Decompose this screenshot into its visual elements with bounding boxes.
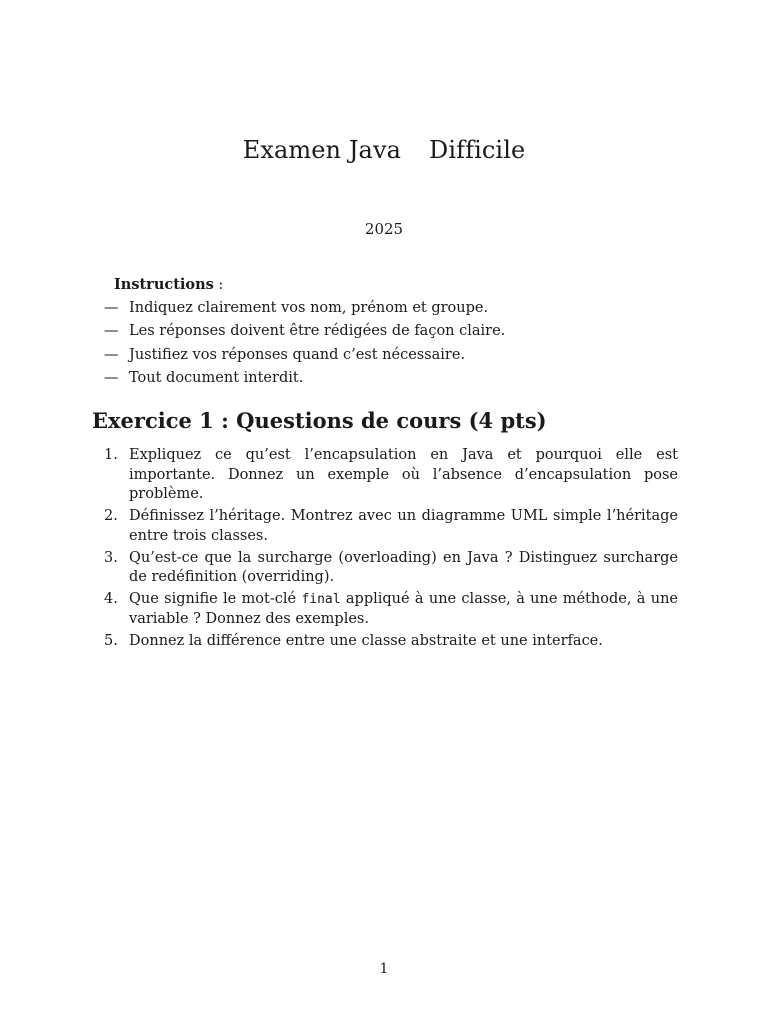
document-title [0, 136, 768, 164]
question-item [104, 632, 678, 652]
question-text: Donnez la différence entre une classe abstraite et une interface. [129, 632, 603, 649]
question-item [104, 507, 678, 546]
code-keyword-final: final [301, 592, 341, 607]
instruction-text: Tout document interdit. [129, 369, 304, 386]
instruction-dash: — [104, 300, 119, 316]
page-number: 1 [379, 961, 389, 977]
instructions-label: Instructions [114, 276, 214, 293]
question-text-after: appliqué à une classe, à une méthode, à une variable ? Donnez des exemples. [129, 591, 678, 627]
instruction-dash: — [104, 369, 119, 386]
title-main: Examen Java [242, 136, 402, 164]
question-number: 5. [104, 632, 118, 649]
title-difficulty: Difficile [429, 136, 526, 164]
instruction-dash: — [104, 346, 119, 363]
question-number: 3. [104, 549, 118, 566]
instruction-text: Les réponses doivent être rédigées de façon claire. [129, 323, 506, 340]
question-number: 1. [104, 447, 118, 463]
document-date: 2025 [364, 220, 404, 238]
question-text [129, 590, 678, 629]
instructions-colon: : [213, 277, 224, 293]
question-text: Définissez l’héritage. Montrez avec un diagramme UML simple l’héritage entre trois classes. [129, 508, 678, 544]
instruction-dash: — [104, 323, 119, 340]
questions-list [104, 446, 678, 654]
instruction-item [104, 297, 505, 320]
question-item [104, 446, 678, 505]
question-number: 4. [104, 591, 118, 607]
instructions-list [104, 297, 505, 390]
instructions-heading [114, 276, 223, 293]
question-text: Expliquez ce qu’est l’encapsulation en Java et pourquoi elle est importante. Donnez un exemple où l’absence d’encapsulation pose problème. [129, 447, 678, 502]
exercise-title: Exercice 1 : Questions de cours (4 pts) [92, 408, 547, 433]
question-item [104, 590, 678, 629]
instruction-text: Indiquez clairement vos nom, prénom et groupe. [129, 300, 489, 316]
question-text: Qu’est-ce que la surcharge (overloading) en Java ? Distinguez surcharge de redéfinition (overriding). [129, 549, 678, 585]
instruction-item [104, 367, 505, 390]
question-text-before: Que signifie le mot-clé [129, 591, 302, 607]
instruction-item [104, 320, 505, 343]
instruction-text: Justifiez vos réponses quand c’est nécessaire. [129, 346, 466, 363]
instruction-item [104, 344, 505, 367]
question-number: 2. [104, 508, 118, 524]
question-item [104, 549, 678, 588]
